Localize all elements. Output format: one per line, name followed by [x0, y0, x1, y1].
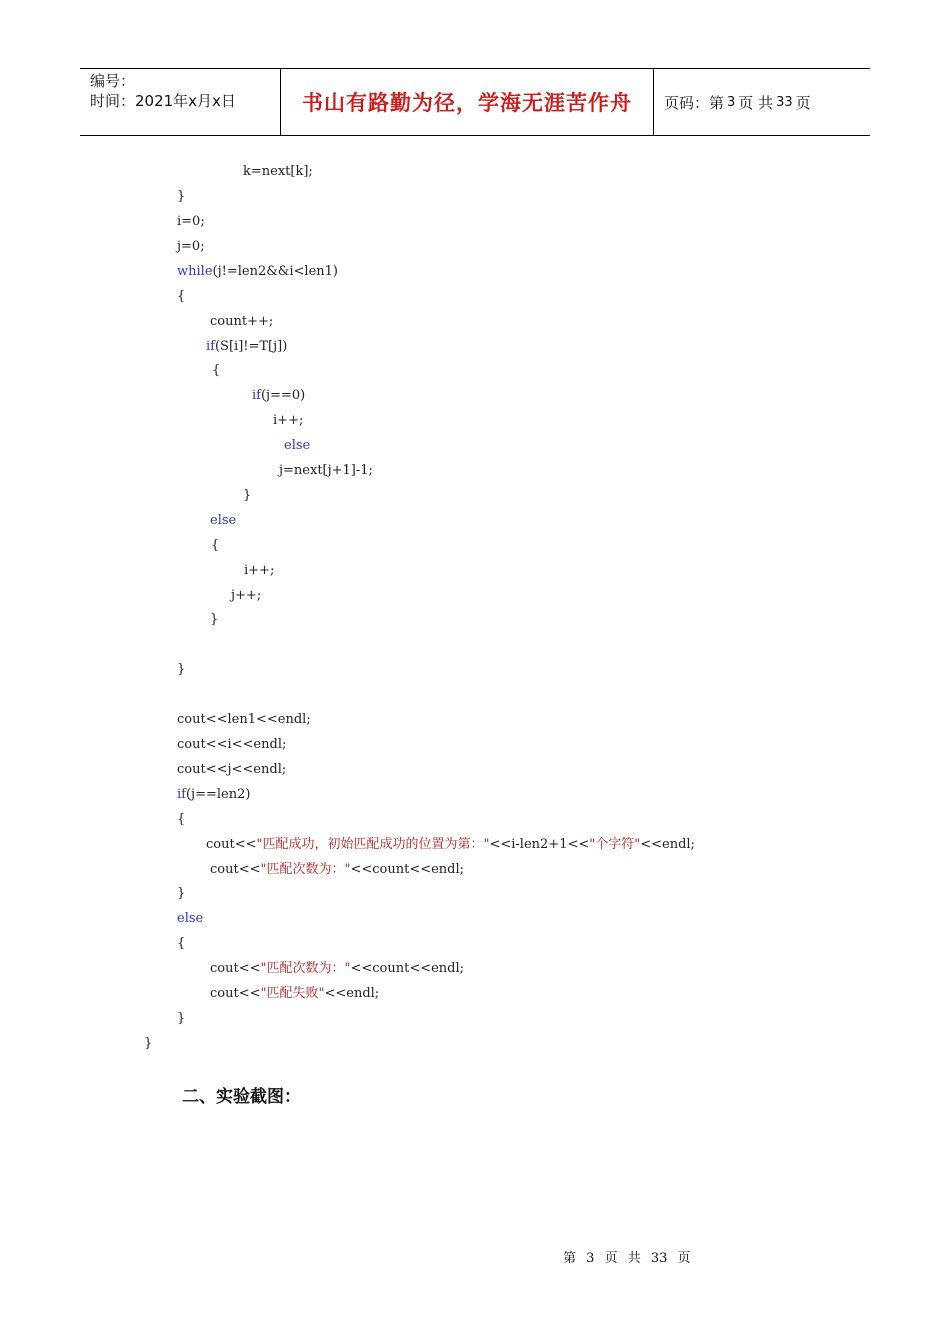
footer-word: 页	[677, 1251, 691, 1266]
code-text: (j==len2)	[185, 787, 251, 802]
code-line: }	[177, 886, 186, 901]
code-line: else	[210, 513, 237, 528]
footer-word: 第	[563, 1251, 577, 1266]
code-line: j=next[j+1]-1;	[279, 463, 373, 478]
code-text: <<endl;	[640, 837, 695, 852]
code-text: cout<<	[210, 961, 261, 976]
code-line: {	[212, 363, 221, 378]
code-line: }	[243, 488, 252, 503]
code-line: }	[210, 612, 219, 627]
page-footer	[563, 1247, 697, 1266]
code-line: j=0;	[177, 239, 205, 254]
header-page-number	[654, 69, 870, 135]
string-literal: "匹配次数为："	[260, 961, 351, 976]
code-text: cout<<	[206, 837, 257, 852]
header-motto: 书山有路勤为径，学海无涯苦作舟	[281, 69, 654, 135]
page-prefix: 页码：第	[664, 93, 725, 112]
header-meta	[80, 69, 281, 135]
code-line	[210, 986, 379, 1002]
code-text: <<count<<endl;	[350, 862, 465, 877]
string-literal: "个字符"	[589, 837, 641, 852]
code-line: cout<<j<<endl;	[177, 762, 287, 777]
code-line: {	[177, 289, 186, 304]
code-text: <<endl;	[324, 986, 380, 1001]
code-line: }	[177, 662, 186, 677]
string-literal: "匹配成功，初始匹配成功的位置为第："	[256, 837, 490, 852]
code-line: {	[177, 812, 186, 827]
code-line: i++;	[273, 413, 304, 428]
keyword: if	[206, 339, 215, 354]
code-line	[210, 961, 464, 977]
page-total: 33	[776, 94, 793, 110]
code-line: j++;	[231, 588, 262, 603]
code-line: cout<<len1<<endl;	[177, 712, 311, 727]
footer-current-page: 3	[586, 1251, 595, 1266]
code-line: {	[177, 936, 186, 951]
code-line: {	[211, 538, 220, 553]
code-line: k=next[k];	[243, 164, 313, 179]
code-line	[177, 787, 250, 803]
code-line	[252, 388, 305, 404]
code-line: cout<<i<<endl;	[177, 737, 287, 752]
page-mid: 页 共	[738, 93, 774, 112]
code-text: <<count<<endl;	[350, 961, 465, 976]
code-line: else	[177, 911, 204, 926]
keyword: if	[252, 388, 261, 403]
code-line	[206, 339, 287, 355]
code-text: cout<<	[210, 986, 261, 1001]
code-text: (S[i]!=T[j])	[214, 339, 288, 354]
code-line: }	[144, 1036, 153, 1051]
time-label: 时间：2021年x月x日	[90, 92, 236, 110]
code-line: }	[177, 189, 186, 204]
page-suffix: 页	[795, 93, 811, 112]
code-line: i=0;	[177, 214, 205, 229]
code-text: <<i-len2+1<<	[489, 837, 590, 852]
footer-total-pages: 33	[650, 1251, 668, 1266]
code-line	[177, 264, 338, 280]
page-current: 3	[727, 94, 736, 110]
number-label: 编号：	[90, 72, 136, 90]
code-text: cout<<	[210, 862, 261, 877]
keyword: while	[177, 264, 213, 279]
section-title: 二、实验截图：	[182, 1087, 301, 1107]
code-text: (j==0)	[260, 388, 306, 403]
code-text: (j!=len2&&i<len1)	[212, 264, 338, 279]
page-header	[80, 68, 870, 136]
code-line	[210, 862, 464, 878]
keyword: if	[177, 787, 186, 802]
footer-word: 页	[604, 1251, 618, 1266]
code-line: i++;	[244, 563, 275, 578]
code-line: else	[284, 438, 311, 453]
string-literal: "匹配失败"	[260, 986, 325, 1001]
code-line: }	[177, 1011, 186, 1026]
code-line	[206, 837, 695, 853]
code-line: count++;	[210, 314, 274, 329]
string-literal: "匹配次数为："	[260, 862, 351, 877]
footer-word: 共	[627, 1251, 641, 1266]
